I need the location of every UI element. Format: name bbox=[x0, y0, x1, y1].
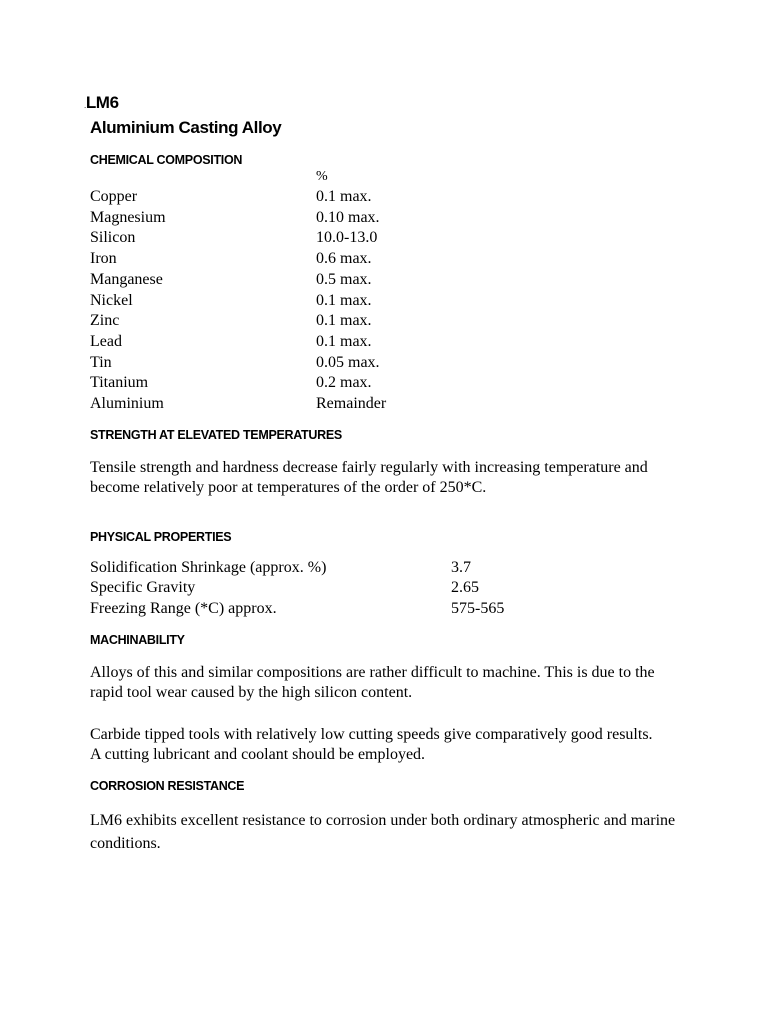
property-name: Freezing Range (*C) approx. bbox=[90, 599, 277, 617]
physical-properties-table bbox=[90, 558, 690, 620]
machinability-paragraph-3: A cutting lubricant and coolant should be employed. bbox=[90, 746, 426, 764]
property-name: Specific Gravity bbox=[90, 579, 196, 597]
property-value: 575-565 bbox=[451, 599, 505, 617]
property-value: 3.7 bbox=[451, 558, 471, 576]
strength-heading: STRENGTH AT ELEVATED TEMPERATURES bbox=[90, 427, 342, 442]
element-name: Magnesium bbox=[90, 208, 166, 226]
composition-row bbox=[90, 373, 690, 394]
physical-property-row bbox=[90, 599, 690, 620]
machinability-heading: MACHINABILITY bbox=[90, 633, 185, 648]
composition-rows bbox=[90, 187, 690, 415]
element-name: Iron bbox=[90, 250, 117, 268]
composition-row bbox=[90, 270, 690, 291]
physical-property-row bbox=[90, 558, 690, 579]
element-value: 0.5 max. bbox=[316, 270, 372, 288]
element-value: 0.10 max. bbox=[316, 208, 380, 226]
property-value: 2.65 bbox=[451, 579, 479, 597]
strength-text: Tensile strength and hardness decrease fairly regularly with increasing temperature and become relatively poor at temperatures of the order of 250*C. bbox=[90, 458, 648, 496]
chemical-composition-heading: CHEMICAL COMPOSITION bbox=[90, 153, 243, 167]
composition-unit-row bbox=[90, 167, 690, 187]
document-title: Aluminium Casting Alloy bbox=[90, 118, 282, 137]
alloy-code-text: LM6 bbox=[85, 93, 119, 112]
composition-row bbox=[90, 311, 690, 332]
unit-header: % bbox=[316, 169, 328, 184]
element-value: 0.1 max. bbox=[316, 332, 372, 350]
machinability-paragraph-2: Carbide tipped tools with relatively low cutting speeds give comparatively good results. bbox=[90, 726, 653, 744]
document-page bbox=[84, 92, 690, 855]
machinability-paragraph-1: Alloys of this and similar compositions are rather difficult to machine. This is due to the rapid tool wear caused by the high silicon content. bbox=[90, 664, 655, 702]
corrosion-text: LM6 exhibits excellent resistance to corrosion under both ordinary atmospheric and marine conditions. bbox=[90, 812, 676, 853]
code-prefix: . bbox=[84, 101, 86, 110]
element-value: Remainder bbox=[316, 395, 387, 413]
physical-properties-heading: PHYSICAL PROPERTIES bbox=[90, 529, 232, 544]
element-name: Zinc bbox=[90, 312, 120, 330]
element-name: Nickel bbox=[90, 291, 133, 309]
composition-row bbox=[90, 291, 690, 312]
element-name: Lead bbox=[90, 332, 122, 350]
composition-table bbox=[90, 167, 690, 415]
element-name: Silicon bbox=[90, 229, 136, 247]
element-name: Tin bbox=[90, 353, 112, 371]
composition-row bbox=[90, 208, 690, 229]
element-value: 0.2 max. bbox=[316, 374, 372, 392]
element-value: 0.05 max. bbox=[316, 353, 380, 371]
element-name: Aluminium bbox=[90, 395, 164, 413]
composition-row bbox=[90, 249, 690, 270]
composition-row bbox=[90, 353, 690, 374]
element-value: 10.0-13.0 bbox=[316, 229, 378, 247]
element-value: 0.1 max. bbox=[316, 291, 372, 309]
composition-row bbox=[90, 228, 690, 249]
physical-property-row bbox=[90, 578, 690, 599]
composition-row bbox=[90, 332, 690, 353]
element-value: 0.6 max. bbox=[316, 250, 372, 268]
element-name: Copper bbox=[90, 188, 138, 205]
property-name: Solidification Shrinkage (approx. %) bbox=[90, 558, 327, 576]
composition-row bbox=[90, 394, 690, 415]
element-value: 0.1 max. bbox=[316, 312, 372, 330]
element-name: Manganese bbox=[90, 270, 163, 288]
alloy-code bbox=[84, 92, 690, 117]
element-name: Titanium bbox=[90, 374, 149, 392]
corrosion-resistance-heading: CORROSION RESISTANCE bbox=[90, 779, 245, 794]
composition-row bbox=[90, 187, 690, 208]
element-value: 0.1 max. bbox=[316, 188, 372, 205]
